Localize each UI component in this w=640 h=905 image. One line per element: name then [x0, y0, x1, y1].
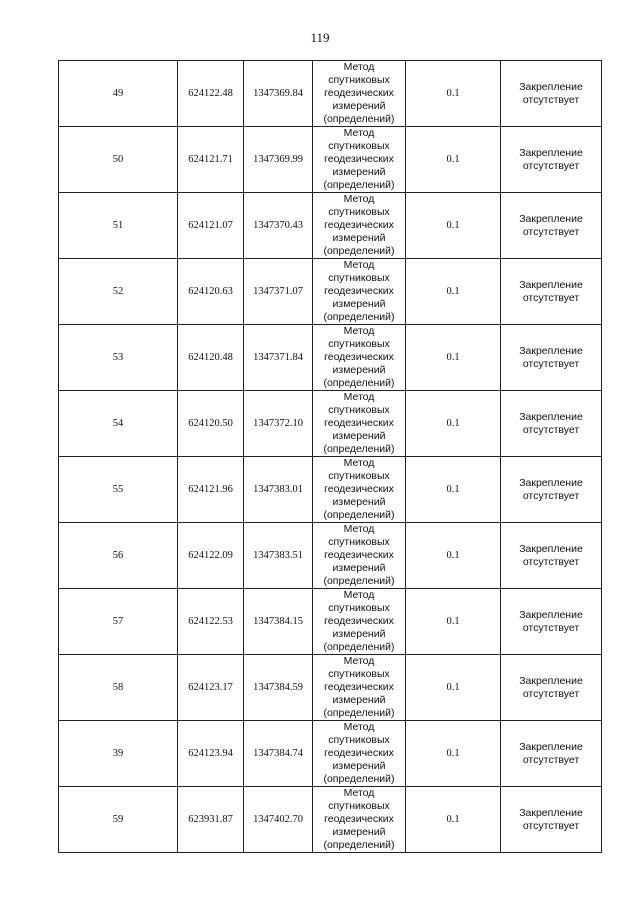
method-text-line: измерений — [332, 298, 386, 310]
fixing-text-line: отсутствует — [522, 93, 580, 106]
method-text-line: измерений — [332, 232, 386, 244]
method-text-line: спутниковых — [328, 800, 390, 812]
fixing-text-line: Закрепление — [519, 410, 583, 423]
method-text-line: Метод — [343, 259, 375, 271]
table-row — [59, 655, 602, 721]
method-cell — [313, 589, 406, 655]
table-row — [59, 721, 602, 787]
method-text-line: (определений) — [323, 575, 395, 587]
method-text-line: измерений — [332, 826, 386, 838]
method-text-line: измерений — [332, 430, 386, 442]
method-text-line: геодезических — [324, 747, 394, 759]
accuracy-cell: 0.1 — [406, 457, 501, 523]
method-text-line: Метод — [343, 589, 375, 601]
y-coordinate-cell: 1347383.01 — [244, 457, 313, 523]
point-number-cell: 39 — [59, 721, 178, 787]
method-text-line: (определений) — [323, 377, 395, 389]
fixing-text-line: отсутствует — [522, 225, 580, 238]
table-row — [59, 259, 602, 325]
method-text-line: Метод — [343, 457, 375, 469]
y-coordinate-cell: 1347369.99 — [244, 127, 313, 193]
accuracy-cell: 0.1 — [406, 787, 501, 853]
method-text-line: спутниковых — [328, 206, 390, 218]
point-number-cell: 49 — [59, 61, 178, 127]
point-number-cell: 54 — [59, 391, 178, 457]
table-row — [59, 523, 602, 589]
method-text-line: спутниковых — [328, 404, 390, 416]
method-text-line: геодезических — [324, 351, 394, 363]
method-cell — [313, 655, 406, 721]
table-row — [59, 193, 602, 259]
table-row — [59, 787, 602, 853]
method-text-line: Метод — [343, 523, 375, 535]
method-text-line: Метод — [343, 655, 375, 667]
point-number-cell: 52 — [59, 259, 178, 325]
method-text-line: измерений — [332, 496, 386, 508]
method-text-line: (определений) — [323, 245, 395, 257]
fixing-text-line: Закрепление — [519, 542, 583, 555]
method-text-line: спутниковых — [328, 74, 390, 86]
x-coordinate-cell: 624123.94 — [178, 721, 244, 787]
method-text-line: измерений — [332, 364, 386, 376]
table-row — [59, 589, 602, 655]
method-text-line: спутниковых — [328, 668, 390, 680]
y-coordinate-cell: 1347371.84 — [244, 325, 313, 391]
method-text-line: измерений — [332, 562, 386, 574]
method-text-line: геодезических — [324, 87, 394, 99]
method-cell — [313, 787, 406, 853]
point-number-cell: 53 — [59, 325, 178, 391]
method-text-line: измерений — [332, 100, 386, 112]
method-text-line: Метод — [343, 721, 375, 733]
coordinates-table — [58, 60, 602, 853]
fixing-text-line: Закрепление — [519, 806, 583, 819]
fixing-description-cell — [501, 655, 602, 721]
method-text-line: (определений) — [323, 509, 395, 521]
method-text-line: геодезических — [324, 417, 394, 429]
method-cell — [313, 457, 406, 523]
method-text-line: (определений) — [323, 773, 395, 785]
accuracy-cell: 0.1 — [406, 655, 501, 721]
method-text-line: Метод — [343, 193, 375, 205]
method-text-line: геодезических — [324, 219, 394, 231]
method-cell — [313, 523, 406, 589]
method-text-line: Метод — [343, 325, 375, 337]
y-coordinate-cell: 1347370.43 — [244, 193, 313, 259]
fixing-text-line: отсутствует — [522, 555, 580, 568]
accuracy-cell: 0.1 — [406, 391, 501, 457]
fixing-text-line: отсутствует — [522, 423, 580, 436]
method-text-line: (определений) — [323, 311, 395, 323]
method-cell — [313, 391, 406, 457]
method-cell — [313, 721, 406, 787]
x-coordinate-cell: 624120.50 — [178, 391, 244, 457]
fixing-text-line: Закрепление — [519, 674, 583, 687]
method-text-line: геодезических — [324, 681, 394, 693]
point-number-cell: 59 — [59, 787, 178, 853]
accuracy-cell: 0.1 — [406, 721, 501, 787]
accuracy-cell: 0.1 — [406, 523, 501, 589]
method-text-line: спутниковых — [328, 272, 390, 284]
method-text-line: геодезических — [324, 615, 394, 627]
x-coordinate-cell: 624121.96 — [178, 457, 244, 523]
fixing-description-cell — [501, 457, 602, 523]
fixing-text-line: Закрепление — [519, 80, 583, 93]
fixing-text-line: отсутствует — [522, 159, 580, 172]
method-text-line: геодезических — [324, 153, 394, 165]
table-row — [59, 127, 602, 193]
y-coordinate-cell: 1347384.59 — [244, 655, 313, 721]
method-text-line: (определений) — [323, 839, 395, 851]
method-text-line: (определений) — [323, 113, 395, 125]
fixing-text-line: отсутствует — [522, 687, 580, 700]
x-coordinate-cell: 624121.07 — [178, 193, 244, 259]
fixing-description-cell — [501, 721, 602, 787]
method-text-line: спутниковых — [328, 602, 390, 614]
method-cell — [313, 325, 406, 391]
fixing-text-line: отсутствует — [522, 489, 580, 502]
fixing-text-line: Закрепление — [519, 476, 583, 489]
fixing-description-cell — [501, 127, 602, 193]
fixing-description-cell — [501, 259, 602, 325]
method-text-line: спутниковых — [328, 734, 390, 746]
method-text-line: геодезических — [324, 813, 394, 825]
fixing-text-line: отсутствует — [522, 357, 580, 370]
fixing-description-cell — [501, 589, 602, 655]
y-coordinate-cell: 1347371.07 — [244, 259, 313, 325]
method-text-line: (определений) — [323, 179, 395, 191]
method-text-line: Метод — [343, 61, 375, 73]
method-text-line: спутниковых — [328, 338, 390, 350]
method-cell — [313, 61, 406, 127]
accuracy-cell: 0.1 — [406, 127, 501, 193]
y-coordinate-cell: 1347384.15 — [244, 589, 313, 655]
point-number-cell: 50 — [59, 127, 178, 193]
method-text-line: измерений — [332, 694, 386, 706]
point-number-cell: 55 — [59, 457, 178, 523]
coordinates-table-body — [59, 61, 602, 853]
y-coordinate-cell: 1347369.84 — [244, 61, 313, 127]
method-text-line: (определений) — [323, 641, 395, 653]
fixing-description-cell — [501, 787, 602, 853]
y-coordinate-cell: 1347372.10 — [244, 391, 313, 457]
x-coordinate-cell: 624122.48 — [178, 61, 244, 127]
method-text-line: спутниковых — [328, 536, 390, 548]
x-coordinate-cell: 624123.17 — [178, 655, 244, 721]
fixing-text-line: Закрепление — [519, 608, 583, 621]
fixing-text-line: отсутствует — [522, 291, 580, 304]
accuracy-cell: 0.1 — [406, 259, 501, 325]
method-text-line: Метод — [343, 391, 375, 403]
method-text-line: измерений — [332, 166, 386, 178]
fixing-description-cell — [501, 391, 602, 457]
accuracy-cell: 0.1 — [406, 193, 501, 259]
x-coordinate-cell: 623931.87 — [178, 787, 244, 853]
accuracy-cell: 0.1 — [406, 589, 501, 655]
fixing-text-line: Закрепление — [519, 344, 583, 357]
point-number-cell: 58 — [59, 655, 178, 721]
y-coordinate-cell: 1347402.70 — [244, 787, 313, 853]
method-text-line: Метод — [343, 127, 375, 139]
page-number: 119 — [310, 30, 330, 45]
y-coordinate-cell: 1347384.74 — [244, 721, 313, 787]
method-text-line: спутниковых — [328, 140, 390, 152]
method-cell — [313, 259, 406, 325]
point-number-cell: 51 — [59, 193, 178, 259]
fixing-description-cell — [501, 61, 602, 127]
method-text-line: геодезических — [324, 549, 394, 561]
accuracy-cell: 0.1 — [406, 61, 501, 127]
fixing-text-line: отсутствует — [522, 753, 580, 766]
fixing-text-line: Закрепление — [519, 740, 583, 753]
fixing-text-line: отсутствует — [522, 819, 580, 832]
x-coordinate-cell: 624120.63 — [178, 259, 244, 325]
method-text-line: измерений — [332, 760, 386, 772]
method-text-line: (определений) — [323, 443, 395, 455]
method-text-line: Метод — [343, 787, 375, 799]
fixing-text-line: Закрепление — [519, 212, 583, 225]
fixing-text-line: Закрепление — [519, 278, 583, 291]
method-text-line: геодезических — [324, 285, 394, 297]
method-cell — [313, 193, 406, 259]
x-coordinate-cell: 624122.09 — [178, 523, 244, 589]
method-text-line: спутниковых — [328, 470, 390, 482]
x-coordinate-cell: 624120.48 — [178, 325, 244, 391]
x-coordinate-cell: 624122.53 — [178, 589, 244, 655]
method-text-line: (определений) — [323, 707, 395, 719]
method-text-line: измерений — [332, 628, 386, 640]
x-coordinate-cell: 624121.71 — [178, 127, 244, 193]
table-row — [59, 391, 602, 457]
fixing-description-cell — [501, 325, 602, 391]
accuracy-cell: 0.1 — [406, 325, 501, 391]
fixing-description-cell — [501, 523, 602, 589]
fixing-text-line: отсутствует — [522, 621, 580, 634]
method-text-line: геодезических — [324, 483, 394, 495]
table-row — [59, 325, 602, 391]
point-number-cell: 57 — [59, 589, 178, 655]
table-row — [59, 457, 602, 523]
method-cell — [313, 127, 406, 193]
fixing-text-line: Закрепление — [519, 146, 583, 159]
fixing-description-cell — [501, 193, 602, 259]
point-number-cell: 56 — [59, 523, 178, 589]
table-row — [59, 61, 602, 127]
y-coordinate-cell: 1347383.51 — [244, 523, 313, 589]
